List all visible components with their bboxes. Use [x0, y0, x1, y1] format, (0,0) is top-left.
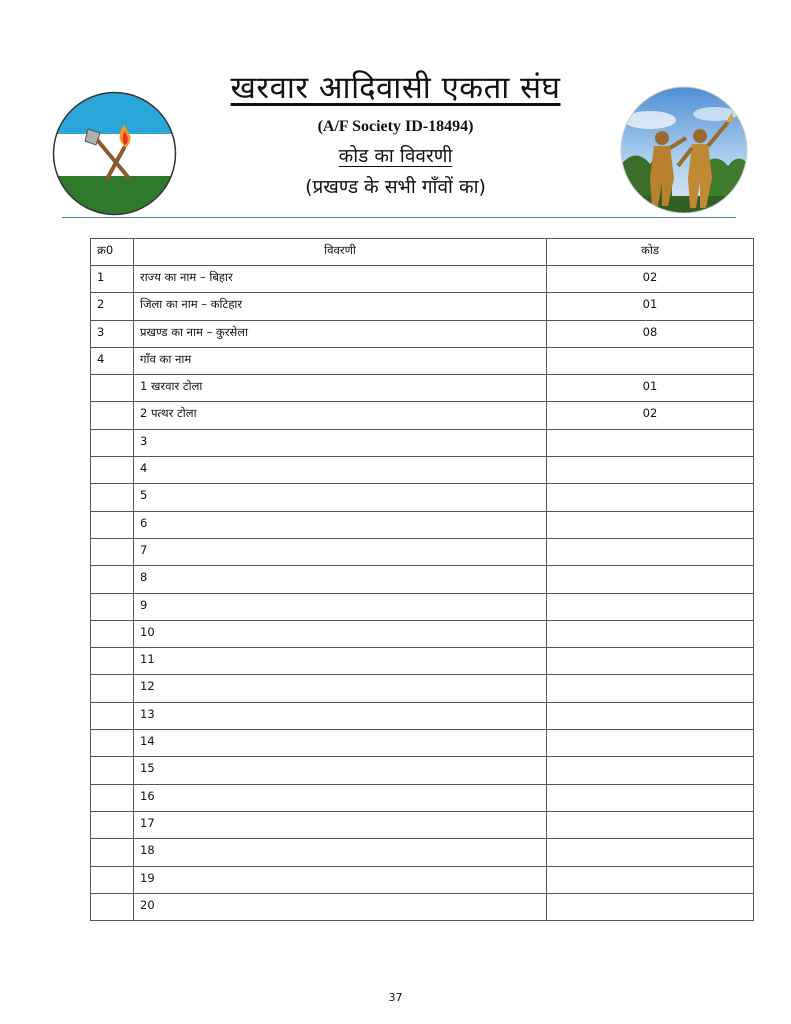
table-row	[91, 566, 754, 593]
table-row	[91, 784, 754, 811]
row-code	[547, 538, 754, 565]
row-code	[547, 675, 754, 702]
row-description: 14	[134, 730, 547, 757]
row-description: 9	[134, 593, 547, 620]
row-code: 02	[547, 402, 754, 429]
row-description: 10	[134, 620, 547, 647]
row-description: 18	[134, 839, 547, 866]
row-description: जिला का नाम – कटिहार	[134, 293, 547, 320]
row-description: 17	[134, 811, 547, 838]
row-serial	[91, 620, 134, 647]
row-serial	[91, 702, 134, 729]
row-description: 19	[134, 866, 547, 893]
table-row	[91, 484, 754, 511]
row-code	[547, 593, 754, 620]
row-serial	[91, 457, 134, 484]
table-row	[91, 538, 754, 565]
table-row	[91, 511, 754, 538]
row-serial	[91, 675, 134, 702]
table-row	[91, 702, 754, 729]
row-code: 01	[547, 293, 754, 320]
column-header-serial: क्र0	[91, 239, 134, 266]
row-description: 5	[134, 484, 547, 511]
row-serial	[91, 839, 134, 866]
row-code	[547, 457, 754, 484]
code-table	[90, 238, 754, 921]
row-description: गाँव का नाम	[134, 347, 547, 374]
table-row	[91, 675, 754, 702]
column-header-description: विवरणी	[134, 239, 547, 266]
row-serial	[91, 648, 134, 675]
row-code	[547, 566, 754, 593]
row-serial	[91, 893, 134, 920]
row-serial: 4	[91, 347, 134, 374]
society-id: (A/F Society ID-18494)	[317, 118, 474, 135]
row-code	[547, 648, 754, 675]
row-code	[547, 839, 754, 866]
table-row	[91, 429, 754, 456]
table-row	[91, 730, 754, 757]
row-code	[547, 811, 754, 838]
row-code	[547, 757, 754, 784]
row-serial	[91, 811, 134, 838]
row-code: 02	[547, 266, 754, 293]
row-code	[547, 429, 754, 456]
row-serial: 2	[91, 293, 134, 320]
header-divider	[62, 217, 736, 218]
row-code	[547, 866, 754, 893]
table-row	[91, 293, 754, 320]
row-code	[547, 730, 754, 757]
row-serial	[91, 402, 134, 429]
table-row	[91, 620, 754, 647]
row-code: 01	[547, 375, 754, 402]
row-code	[547, 484, 754, 511]
row-description: राज्य का नाम – बिहार	[134, 266, 547, 293]
row-serial	[91, 511, 134, 538]
table-row	[91, 347, 754, 374]
row-description: 11	[134, 648, 547, 675]
table-row	[91, 839, 754, 866]
row-serial	[91, 538, 134, 565]
row-description: 2 पत्थर टोला	[134, 402, 547, 429]
row-code	[547, 893, 754, 920]
organization-title: खरवार आदिवासी एकता संघ	[230, 70, 561, 106]
table-row	[91, 402, 754, 429]
table-row	[91, 866, 754, 893]
row-description: 8	[134, 566, 547, 593]
page-number: 37	[388, 991, 403, 1004]
row-description: 6	[134, 511, 547, 538]
row-description: 13	[134, 702, 547, 729]
row-code	[547, 620, 754, 647]
document-subtitle: कोड का विवरणी	[338, 145, 453, 167]
row-description: 1 खरवार टोला	[134, 375, 547, 402]
column-header-code: कोड	[547, 239, 754, 266]
row-description: 7	[134, 538, 547, 565]
row-serial	[91, 375, 134, 402]
row-description: प्रखण्ड का नाम – कुरसेला	[134, 320, 547, 347]
table-row	[91, 811, 754, 838]
row-serial: 3	[91, 320, 134, 347]
row-serial: 1	[91, 266, 134, 293]
row-serial	[91, 566, 134, 593]
row-description: 12	[134, 675, 547, 702]
row-serial	[91, 593, 134, 620]
row-serial	[91, 730, 134, 757]
row-code	[547, 511, 754, 538]
row-description: 3	[134, 429, 547, 456]
row-serial	[91, 484, 134, 511]
document-scope-note: (प्रखण्ड के सभी गाँवों का)	[305, 176, 486, 198]
row-code	[547, 702, 754, 729]
table-row	[91, 593, 754, 620]
table-row	[91, 648, 754, 675]
table-row	[91, 457, 754, 484]
table-row	[91, 266, 754, 293]
row-description: 15	[134, 757, 547, 784]
row-description: 20	[134, 893, 547, 920]
table-row	[91, 893, 754, 920]
row-serial	[91, 757, 134, 784]
row-serial	[91, 784, 134, 811]
row-code	[547, 784, 754, 811]
table-body	[91, 266, 754, 921]
table-row	[91, 375, 754, 402]
row-serial	[91, 866, 134, 893]
row-description: 16	[134, 784, 547, 811]
table-header-row	[91, 239, 754, 266]
row-code: 08	[547, 320, 754, 347]
row-code	[547, 347, 754, 374]
row-serial	[91, 429, 134, 456]
row-description: 4	[134, 457, 547, 484]
table-row	[91, 320, 754, 347]
table-row	[91, 757, 754, 784]
